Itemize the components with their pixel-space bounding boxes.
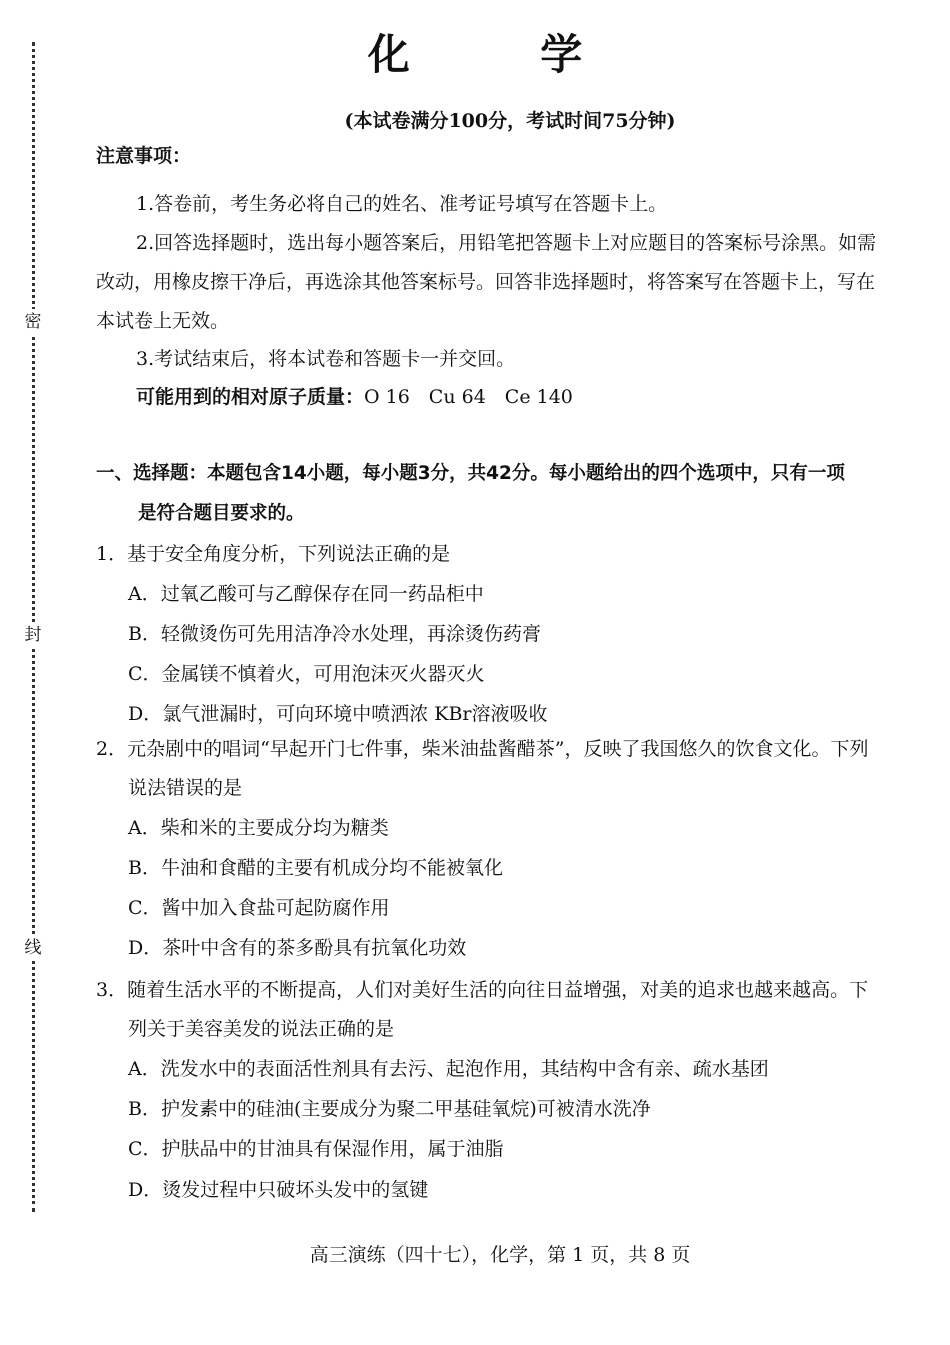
question-option: C．金属镁不慎着火，可用泡沫灭火器灭火 <box>128 663 485 685</box>
page-footer: 高三演练（四十七），化学，第 1 页，共 8 页 <box>309 1244 691 1266</box>
atomic-mass-label: 可能用到的相对原子质量： <box>136 386 365 408</box>
question-option: D．茶叶中含有的茶多酚具有抗氧化功效 <box>128 937 467 959</box>
question-option: A．柴和米的主要成分均为糖类 <box>128 817 389 839</box>
page-title: 化 学 <box>367 30 641 79</box>
question-option: B．护发素中的硅油(主要成分为聚二甲基硅氧烷)可被清水洗净 <box>128 1098 651 1120</box>
question-option: A．洗发水中的表面活性剂具有去污、起泡作用，其结构中含有亲、疏水基团 <box>128 1058 769 1080</box>
question-option: C．酱中加入食盐可起防腐作用 <box>128 897 390 919</box>
question-option: C．护肤品中的甘油具有保湿作用，属于油脂 <box>128 1138 504 1160</box>
binding-char-mi: 密 <box>20 309 46 335</box>
exam-subtitle: (本试卷满分100分，考试时间75分钟) <box>344 110 676 132</box>
question-stem: 3．随着生活水平的不断提高，人们对美好生活的向往日益增强，对美的追求也越来越高。下 <box>96 979 869 1001</box>
section-heading-cont: 是符合题目要求的。 <box>138 503 305 524</box>
notice-line: 1.答卷前，考生务必将自己的姓名、准考证号填写在答题卡上。 <box>136 193 668 215</box>
question-stem-cont: 列关于美容美发的说法正确的是 <box>128 1018 395 1040</box>
question-option: B．牛油和食醋的主要有机成分均不能被氧化 <box>128 857 503 879</box>
binding-char-xian: 线 <box>20 935 46 961</box>
question-option: D．烫发过程中只破坏头发中的氢键 <box>128 1179 429 1201</box>
question-option: D．氯气泄漏时，可向环境中喷洒浓 KBr溶液吸收 <box>128 703 548 725</box>
notice-line: 本试卷上无效。 <box>96 310 230 332</box>
notice-line: 改动，用橡皮擦干净后，再选涂其他答案标号。回答非选择题时，将答案写在答题卡上，写在 <box>96 271 876 293</box>
question-stem-cont: 说法错误的是 <box>128 777 243 799</box>
atomic-mass-line <box>136 384 573 410</box>
notice-line: 2.回答选择题时，选出每小题答案后，用铅笔把答题卡上对应题目的答案标号涂黑。如需 <box>136 232 877 254</box>
notice-line: 3.考试结束后，将本试卷和答题卡一并交回。 <box>136 348 516 370</box>
question-stem: 2．元杂剧中的唱词“早起开门七件事，柴米油盐酱醋茶”，反映了我国悠久的饮食文化。下列 <box>96 738 869 760</box>
binding-char-feng: 封 <box>20 622 46 648</box>
section-heading: 一、选择题：本题包含14小题，每小题3分，共42分。每小题给出的四个选项中，只有一项 <box>96 463 845 484</box>
question-stem: 1．基于安全角度分析，下列说法正确的是 <box>96 543 451 565</box>
question-option: A．过氧乙酸可与乙醇保存在同一药品柜中 <box>128 583 484 605</box>
question-option: B．轻微烫伤可先用洁净冷水处理，再涂烫伤药膏 <box>128 623 541 645</box>
notice-heading: 注意事项： <box>96 145 192 167</box>
atomic-mass-values: O 16 Cu 64 Ce 140 <box>364 386 573 408</box>
